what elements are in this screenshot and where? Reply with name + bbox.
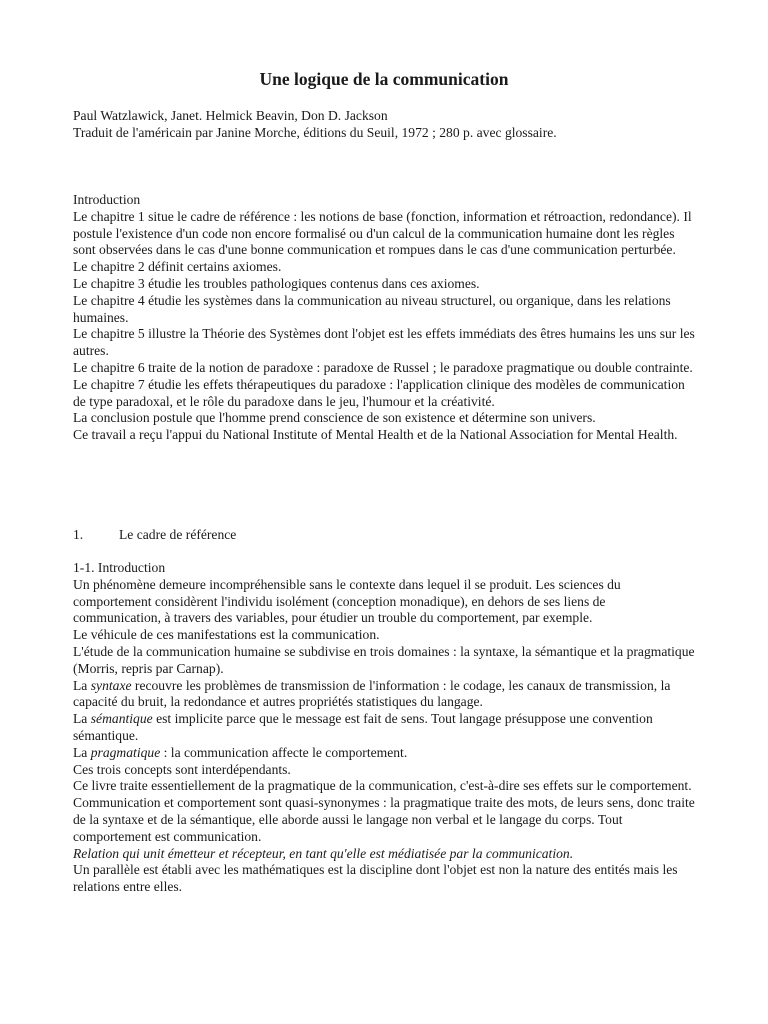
intro-paragraph: Le chapitre 2 définit certains axiomes. <box>73 259 282 275</box>
section-paragraph <box>73 745 695 762</box>
section-paragraph <box>73 678 695 712</box>
section-paragraph: L'étude de la communication humaine se subdivise en trois domaines : la syntaxe, la sémantique et la pragmatique (Morris, repris par Carnap). <box>73 643 695 676</box>
section-paragraph: Un parallèle est établi avec les mathématiques est la discipline dont l'objet est non la nature des entités mais les relations entre elles. <box>73 862 678 895</box>
paragraph-text: La <box>73 744 91 760</box>
paragraph-text: est implicite parce que le message est fait de sens. Tout langage présuppose une convention sémantique. <box>73 711 653 743</box>
italic-definition: Relation qui unit émetteur et récepteur, en tant qu'elle est médiatisée par la communication. <box>73 845 574 861</box>
authors-line: Paul Watzlawick, Janet. Helmick Beavin, Don D. Jackson <box>73 108 388 123</box>
intro-paragraph: Ce travail a reçu l'appui du National Institute of Mental Health et de la National Association for Mental Health. <box>73 427 678 443</box>
paragraph-text: recouvre les problèmes de transmission de l'information : le codage, les canaux de transmission, la capacité du bruit, la redondance et autres propriétés statistiques du langage. <box>73 677 671 710</box>
intro-paragraph: Le chapitre 6 traite de la notion de paradoxe : paradoxe de Russel ; le paradoxe pragmatique ou double contrainte. <box>73 359 693 375</box>
intro-paragraph: Le chapitre 1 situe le cadre de référence : les notions de base (fonction, information et rétroaction, redondance). Il postule l'existence d'un code non encore formalisé ou d'un calcul de la communication humaine dont les règles sont observées dans le cas d'une bonne communication et rompues dans le cas d'une communication perturbée. <box>73 208 692 258</box>
paragraph-text: La <box>73 677 91 693</box>
section-number: 1. <box>73 527 84 542</box>
section-paragraph: Ce livre traite essentiellement de la pragmatique de la communication, c'est-à-dire ses effets sur le comportement. <box>73 778 692 794</box>
intro-paragraph: Le chapitre 3 étudie les troubles pathologiques contenus dans ces axiomes. <box>73 275 480 291</box>
introduction-heading: Introduction <box>73 192 141 207</box>
section-heading <box>73 527 695 544</box>
section-1-body <box>73 560 695 896</box>
term-pragmatique: pragmatique <box>90 744 161 760</box>
paragraph-text: La <box>73 711 91 727</box>
intro-paragraph: Le chapitre 7 étudie les effets thérapeutiques du paradoxe : l'application clinique des modèles de communication de type paradoxal, et le rôle du paradoxe dans le jeu, l'humour et la créativité. <box>73 376 685 409</box>
section-paragraph: Communication et comportement sont quasi-synonymes : la pragmatique traite des mots, de leurs sens, donc traite de la syntaxe et de la sémantique, elle aborde aussi le langage non verbal et le langage du corps. Tout comportement est communication. <box>73 795 695 844</box>
introduction-block <box>73 192 695 444</box>
term-syntaxe: syntaxe <box>90 677 132 693</box>
section-paragraph: Le véhicule de ces manifestations est la communication. <box>73 627 380 643</box>
translation-line: Traduit de l'américain par Janine Morche, éditions du Seuil, 1972 ; 280 p. avec glossaire. <box>73 124 557 140</box>
intro-paragraph: Le chapitre 4 étudie les systèmes dans la communication au niveau structurel, ou organique, dans les relations humaines. <box>73 292 671 325</box>
paragraph-text: : la communication affecte le comportement. <box>160 744 408 760</box>
term-semantique: sémantique <box>90 711 153 727</box>
document-title: Une logique de la communication <box>259 69 509 89</box>
intro-paragraph: Le chapitre 5 illustre la Théorie des Systèmes dont l'objet est les effets immédiats des êtres humains les uns sur les autres. <box>73 326 695 359</box>
section-paragraph: Ces trois concepts sont interdépendants. <box>73 761 291 777</box>
subsection-heading: 1-1. Introduction <box>73 560 166 575</box>
bibliographic-info <box>73 108 695 142</box>
intro-paragraph: La conclusion postule que l'homme prend conscience de son existence et détermine son univers. <box>73 410 596 426</box>
section-paragraph <box>73 711 695 745</box>
section-title: Le cadre de référence <box>119 527 237 542</box>
section-paragraph: Un phénomène demeure incompréhensible sans le contexte dans lequel il se produit. Les sciences du comportement considèrent l'individu isolément (conception monadique), en dehors de ses liens de communication, à travers des variables, pour étudier un trouble du comportement, par exemple. <box>73 576 621 626</box>
